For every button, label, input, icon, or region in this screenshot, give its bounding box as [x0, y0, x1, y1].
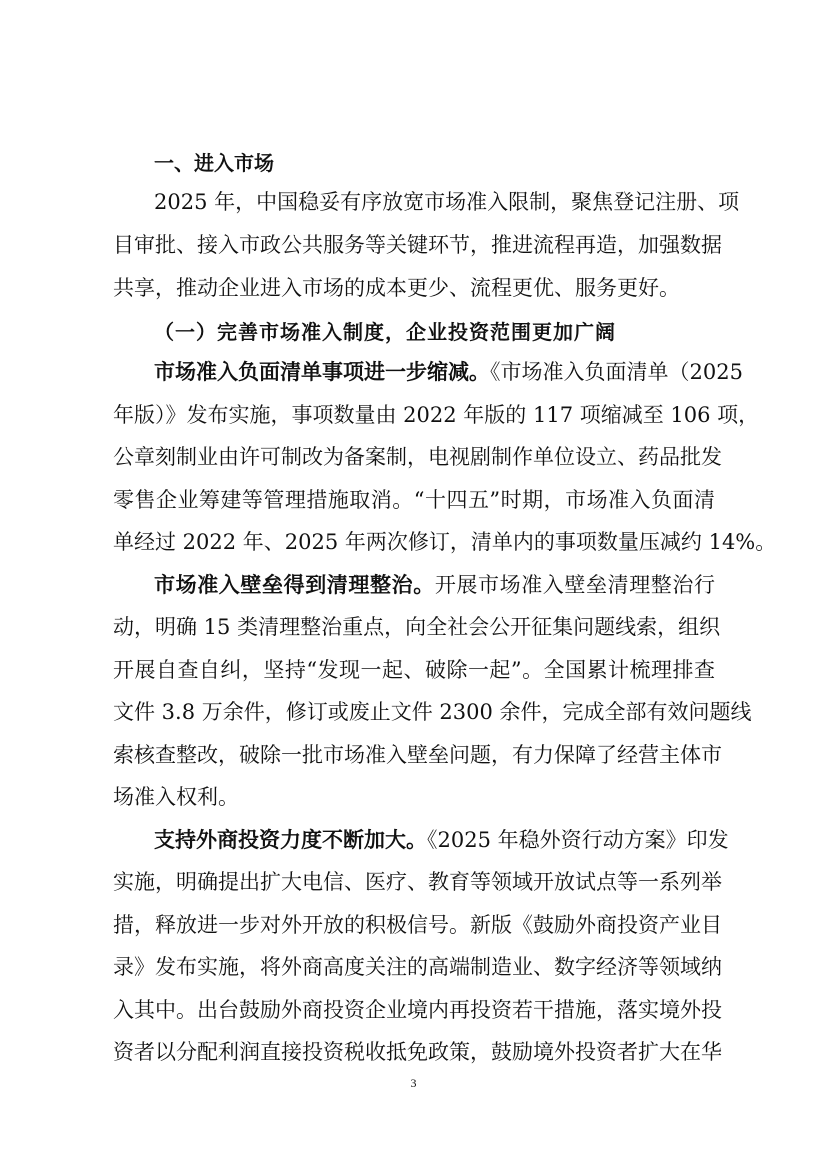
paragraph-text: 《2025 年稳外资行动方案》印发: [427, 828, 729, 852]
paragraph-line: 措，释放进一步对外开放的积极信号。新版《鼓励外商投资产业目: [113, 913, 722, 937]
paragraph-lead: 支持外商投资力度不断加大。: [154, 828, 427, 852]
paragraph-line: 实施，明确提出扩大电信、医疗、教育等领域开放试点等一系列举: [113, 870, 722, 894]
paragraph-first-line: [154, 566, 715, 604]
paragraph-line: 文件 3.8 万余件，修订或废止文件 2300 余件，完成全部有效问题线: [113, 700, 752, 724]
paragraph-line: 公章刻制业由许可制改为备案制，电视剧制作单位设立、药品批发: [113, 445, 722, 469]
paragraph-text: 《市场准入负面清单（2025: [490, 360, 743, 384]
intro-line: 目审批、接入市政公共服务等关键环节，推进流程再造，加强数据: [113, 233, 722, 257]
paragraph-line: 资者以分配利润直接投资税收抵免政策，鼓励境外投资者扩大在华: [113, 1040, 722, 1064]
section-heading: 一、进入市场: [154, 151, 274, 175]
paragraph-line: 动，明确 15 类清理整治重点，向全社会公开征集问题线索，组织: [113, 615, 721, 639]
paragraph-lead: 市场准入壁垒得到清理整治。: [154, 573, 435, 597]
paragraph-line: 索核查整改，破除一批市场准入壁垒问题，有力保障了经营主体市: [113, 743, 722, 767]
page-number: 3: [410, 1076, 417, 1090]
paragraph-line: 年版）》发布实施，事项数量由 2022 年版的 117 项缩减至 106 项，: [113, 403, 760, 427]
paragraph-line: 入其中。出台鼓励外商投资企业境内再投资若干措施，落实境外投: [113, 998, 722, 1022]
intro-line: 2025 年，中国稳妥有序放宽市场准入限制，聚焦登记注册、项: [154, 190, 740, 214]
paragraph-lead: 市场准入负面清单事项进一步缩减。: [154, 360, 490, 384]
intro-line: 共享，推动企业进入市场的成本更少、流程更优、服务更好。: [113, 276, 680, 300]
paragraph-line: 单经过 2022 年、2025 年两次修订，清单内的事项数量压减约 14%。: [113, 530, 777, 554]
paragraph-text: 开展市场准入壁垒清理整治行: [434, 573, 716, 597]
paragraph-line: 零售企业筹建等管理措施取消。“十四五”时期，市场准入负面清: [113, 488, 715, 512]
paragraph-first-line: [154, 821, 729, 859]
paragraph-line: 场准入权利。: [113, 785, 239, 809]
paragraph-line: 开展自查自纠，坚持“发现一起、破除一起”。全国累计梳理排查: [113, 658, 715, 682]
subsection-heading: （一）完善市场准入制度，企业投资范围更加广阔: [154, 320, 616, 344]
paragraph-line: 录》发布实施，将外商高度关注的高端制造业、数字经济等领域纳: [113, 955, 722, 979]
paragraph-first-line: [154, 353, 743, 391]
